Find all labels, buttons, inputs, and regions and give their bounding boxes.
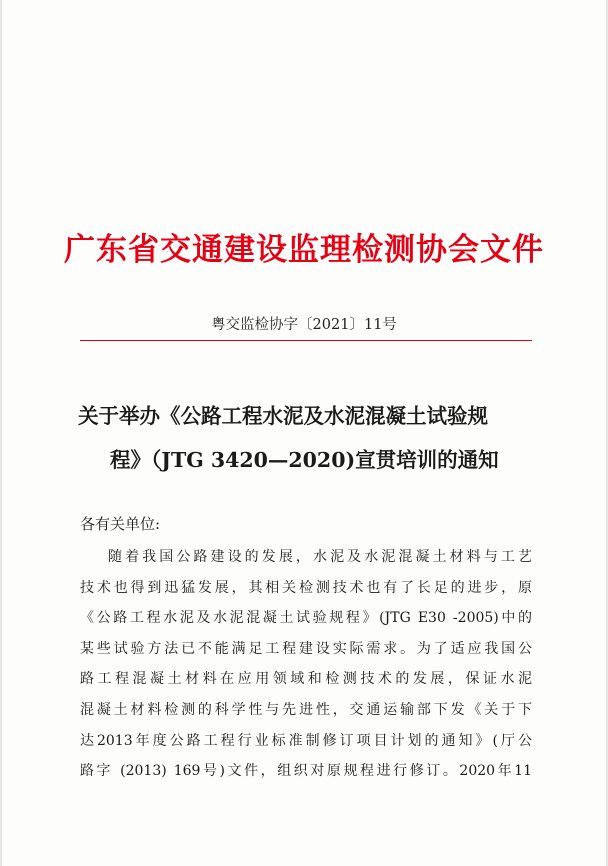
document-number: 粤交监检协字〔2021〕11号 [211,317,397,333]
scan-edge-left [0,0,2,866]
body-line: 某些试验方法已不能满足工程建设实际需求。为了适应我国公 [80,640,532,657]
notice-title-line-1: 关于举办《公路工程水泥及水泥混凝土试验规 [78,404,488,428]
issuer-title: 广东省交通建设监理检测协会文件 [64,232,544,268]
notice-title-line-2: 程》（JTG 3420—2020)宣贯培训的通知 [110,448,499,472]
body-line: 路字 (2013) 169号)文件，组织对原规程进行修订。2020年11 [80,763,532,780]
body-paragraph [80,542,532,787]
body-line: 随着我国公路建设的发展，水泥及水泥混凝土材料与工艺 [108,549,532,565]
body-line: 达2013年度公路工程行业标准制修订项目计划的通知》(厅公 [80,732,532,749]
notice-title [78,394,548,482]
body-line: 《公路工程水泥及水泥混凝土试验规程》(JTG E30 -2005)中的 [80,610,532,627]
body-line: 技术也得到迅猛发展，其相关检测技术也有了长足的进步，原 [80,579,532,596]
body-line: 路工程混凝土材料在应用领域和检测技术的发展，保证水泥 [80,671,532,688]
red-divider [80,340,532,341]
salutation: 各有关单位: [80,515,161,533]
body-line: 混凝土材料检测的科学性与先进性，交通运输部下发《关于下 [80,701,532,718]
